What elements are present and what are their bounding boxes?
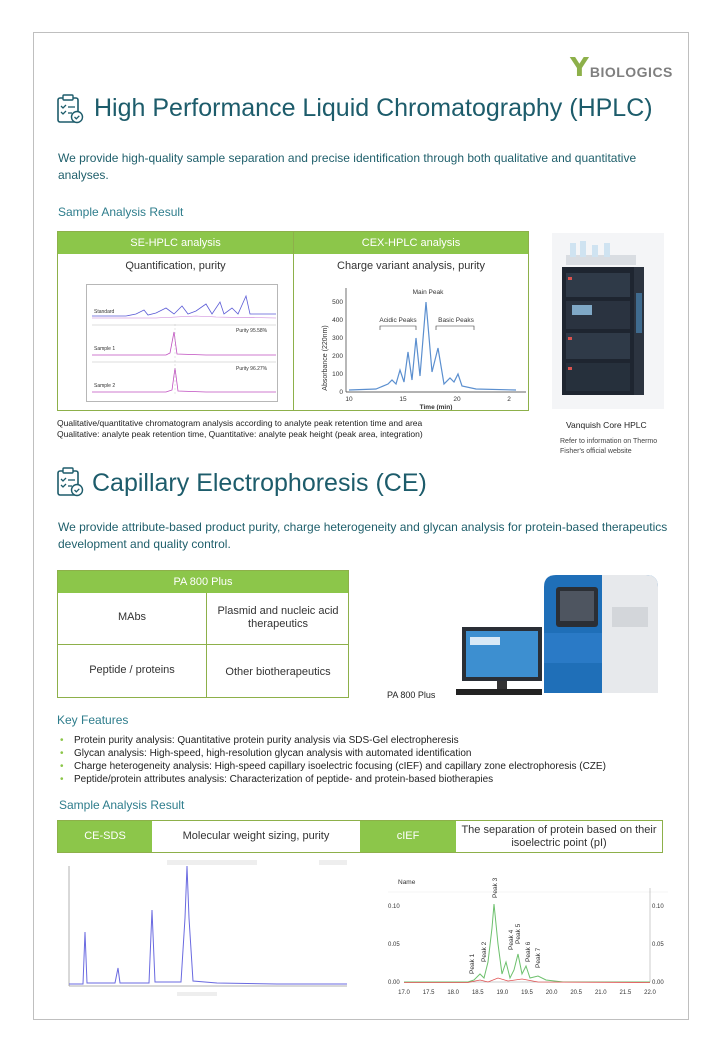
se-hplc-chromatogram (86, 284, 278, 402)
cief-xtick: 20.0 (545, 990, 558, 996)
cief-peak-label: Peak 1 (469, 953, 476, 974)
cex-xlabel: Time (min) (419, 404, 453, 410)
cex-ylabel: Absorbance (220nm) (322, 325, 329, 391)
hplc-col1-header: SE-HPLC analysis (58, 232, 293, 254)
hplc-instrument-ref: Refer to information on Thermo Fisher's official website (560, 438, 658, 455)
cex-ytick: 200 (332, 353, 343, 360)
pa800-instrument-image (452, 567, 664, 703)
cex-hplc-chart (316, 280, 528, 410)
list-item: • Peptide/protein attributes analysis: Characterization of peptide- and protein-based biotherapies (57, 773, 677, 786)
purity-label-1: Purity 95.58% (236, 328, 268, 334)
cief-peak-label: Peak 3 (492, 877, 499, 898)
hplc-instrument-caption: Vanquish Core HPLC (566, 420, 647, 430)
cief-ytick: 0.00 (388, 980, 400, 986)
ce-intro: We provide attribute-based product purity, charge heterogeneity and glycan analysis for protein-based therapeutics development and quality control. (58, 520, 668, 551)
purity-label-2: Purity 96.27% (236, 366, 268, 372)
list-item: • Glycan analysis: High-speed, high-resolution glycan analysis with automated identification (57, 747, 677, 760)
ce-result-cesds-desc: Molecular weight sizing, purity (182, 830, 330, 842)
table-divider (206, 593, 207, 697)
cief-name-label: Name (398, 879, 416, 886)
ce-result-cief-desc: The separation of protein based on their isoelectric point (pI) (461, 824, 657, 849)
cief-ytick-right: 0.05 (652, 942, 664, 948)
cief-xtick: 20.5 (570, 990, 583, 996)
cief-xtick: 17.0 (398, 990, 410, 996)
cief-ytick: 0.10 (388, 904, 400, 910)
logo-y-mark: Y (570, 53, 589, 83)
hplc-note-2: Qualitative: analyte peak retention time, Quantitative: analyte peak height (peak area, integration) (57, 429, 423, 439)
pa800-cell-other: Other biotherapeutics (225, 666, 331, 678)
ce-section-label: Sample Analysis Result (59, 798, 185, 812)
hplc-instrument-image (552, 233, 664, 409)
cief-chart (388, 858, 668, 1004)
hplc-title: High Performance Liquid Chromatography (HPLC) (94, 94, 653, 122)
ce-result-table (57, 820, 663, 853)
hplc-col1-sub: Quantification, purity (125, 260, 226, 272)
cex-acidic-label: Acidic Peaks (379, 317, 417, 324)
cex-xtick: 2 (507, 396, 511, 403)
ce-sds-electropherogram (57, 858, 351, 998)
hplc-section-label: Sample Analysis Result (58, 205, 184, 219)
hplc-col2-sub: Charge variant analysis, purity (337, 260, 485, 272)
ce-result-cief: cIEF (360, 821, 456, 852)
cief-peak-label: Peak 7 (535, 947, 542, 968)
ce-title: Capillary Electrophoresis (CE) (92, 469, 427, 497)
hplc-note-1: Qualitative/quantitative chromatogram analysis according to analyte peak retention time and area (57, 418, 423, 428)
list-item: • Charge heterogeneity analysis: High-speed capillary isoelectric focusing (cIEF) and capillary zone electrophoresis (CZE) (57, 760, 677, 773)
clipboard-icon (56, 467, 84, 502)
cex-ytick: 400 (332, 317, 343, 324)
cief-xtick: 18.5 (471, 990, 484, 996)
cief-peak-label: Peak 6 (525, 941, 532, 962)
cief-xtick: 19.0 (496, 990, 509, 996)
cief-peak-label: Peak 4 (508, 929, 515, 950)
list-item: • Protein purity analysis: Quantitative protein purity analysis via SDS-Gel electropheresis (57, 734, 677, 747)
cex-xtick: 20 (453, 396, 461, 403)
cief-xtick: 17.5 (422, 990, 435, 996)
cief-ytick-right: 0.00 (652, 980, 664, 986)
cex-xtick: 15 (399, 396, 407, 403)
cief-ytick: 0.05 (388, 942, 400, 948)
cief-xtick: 22.0 (644, 990, 656, 996)
table-divider (293, 232, 294, 410)
cex-main-peak-label: Main Peak (412, 289, 444, 296)
ce-result-cesds: CE-SDS (58, 821, 152, 852)
key-features-list (57, 734, 677, 786)
logo-text: BIOLOGICS (589, 64, 673, 80)
cex-ytick: 0 (339, 389, 343, 396)
pa800-table-header: PA 800 Plus (58, 571, 348, 593)
pa800-cell-plasmid: Plasmid and nucleic acid therapeutics (217, 605, 339, 630)
cex-ytick: 100 (332, 371, 343, 378)
pa800-cell-peptide: Peptide / proteins (89, 664, 175, 676)
trace-label-sample1: Sample 1 (94, 346, 116, 352)
brand-logo (570, 55, 673, 81)
cief-xtick: 18.0 (447, 990, 460, 996)
cex-ytick: 300 (332, 335, 343, 342)
cief-xtick: 19.5 (521, 990, 533, 996)
pa800-table (57, 570, 349, 698)
cief-xtick: 21.5 (619, 990, 632, 996)
cief-peak-label: Peak 5 (515, 923, 522, 944)
cief-ytick-right: 0.10 (652, 904, 664, 910)
pa800-instrument-caption: PA 800 Plus (387, 690, 436, 700)
clipboard-icon (56, 94, 84, 129)
key-features-title: Key Features (57, 713, 129, 727)
cief-peak-label: Peak 2 (481, 941, 488, 962)
cex-xtick: 10 (345, 396, 353, 403)
cex-ytick: 500 (332, 299, 343, 306)
pa800-cell-mabs: MAbs (117, 611, 147, 623)
trace-label-sample2: Sample 2 (94, 383, 116, 389)
hplc-col2-header: CEX-HPLC analysis (294, 232, 528, 254)
cex-basic-label: Basic Peaks (438, 317, 474, 324)
hplc-intro: We provide high-quality sample separation and precise identification through both qualitative and quantitative analyses. (58, 151, 637, 182)
hplc-table (57, 231, 529, 411)
table-divider (58, 644, 348, 645)
trace-label-standard: Standard (94, 309, 115, 315)
cief-xtick: 21.0 (594, 990, 607, 996)
